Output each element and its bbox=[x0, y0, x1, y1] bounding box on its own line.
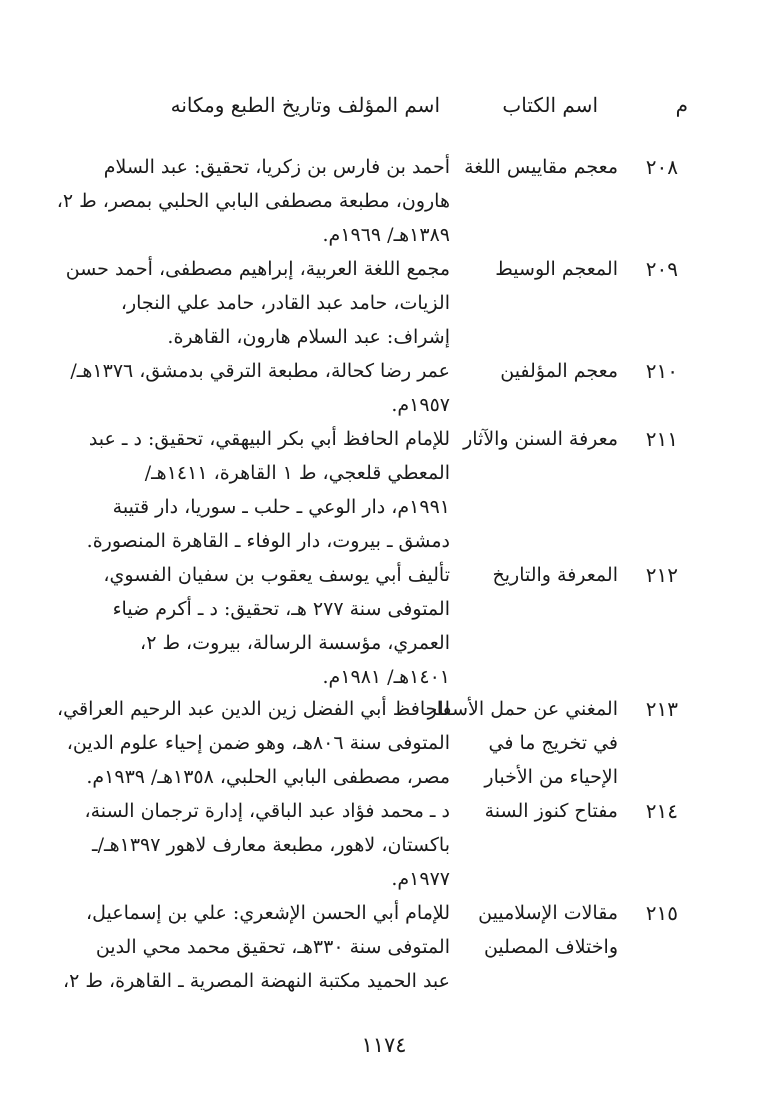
entry-title-line: معجم المؤلفين bbox=[500, 360, 618, 382]
entry-title-line: مفتاح كنوز السنة bbox=[484, 800, 618, 822]
entry-details-line: للإمام الحافظ أبي بكر البيهقي، تحقيق: د ـ عبد bbox=[88, 428, 450, 450]
entry-details-line: المعطي قلعجي، ط ١ القاهرة، ١٤١١هـ/ bbox=[144, 462, 450, 484]
entry-title bbox=[456, 422, 618, 456]
entry-details-line: للإمام أبي الحسن الإشعري: علي بن إسماعيل، bbox=[86, 902, 450, 924]
entry-title-line: معجم مقاييس اللغة bbox=[464, 156, 618, 178]
entry-number: ٢١٢ bbox=[645, 563, 678, 587]
entry-number: ٢١٤ bbox=[645, 799, 678, 823]
entry-details-line: مصر، مصطفى البابي الحلبي، ١٣٥٨هـ/ ١٩٣٩م. bbox=[86, 766, 450, 788]
entry-title bbox=[456, 896, 618, 964]
entry-title-line: في تخريج ما في bbox=[488, 732, 618, 754]
entry-title bbox=[456, 558, 618, 592]
entry-title-line: مقالات الإسلاميين bbox=[478, 902, 618, 924]
entry-title-line: الإحياء من الأخبار bbox=[484, 766, 618, 788]
entry-number: ٢١١ bbox=[645, 427, 678, 451]
entry-title-line: المعرفة والتاريخ bbox=[492, 564, 618, 586]
entry-details-line: للحافظ أبي الفضل زين الدين عبد الرحيم العراقي، bbox=[57, 698, 450, 720]
entry-title-line: واختلاف المصلين bbox=[483, 936, 618, 958]
entry-details bbox=[65, 252, 450, 354]
entry-details-line: الزيات، حامد عبد القادر، حامد علي النجار، bbox=[120, 292, 450, 314]
entry-details-line: أحمد بن فارس بن زكريا، تحقيق: عبد السلام bbox=[103, 156, 450, 178]
entry-details-line: ١٩٥٧م. bbox=[391, 394, 450, 416]
entry-details-line: دمشق ـ بيروت، دار الوفاء ـ القاهرة المنصورة. bbox=[86, 530, 450, 552]
entry-details-line: مجمع اللغة العربية، إبراهيم مصطفى، أحمد حسن bbox=[65, 258, 450, 280]
entry-details-line: إشراف: عبد السلام هارون، القاهرة. bbox=[167, 326, 450, 348]
entry-details bbox=[100, 558, 450, 694]
page-number: ١١٧٤ bbox=[361, 1033, 407, 1057]
entry-details-line: عمر رضا كحالة، مطبعة الترقي بدمشق، ١٣٧٦هـ/ bbox=[70, 360, 450, 382]
entry-details-line: باكستان، لاهور، مطبعة معارف لاهور ١٣٩٧هـ/ـ bbox=[92, 834, 450, 856]
entry-number: ٢٠٩ bbox=[645, 257, 678, 281]
entry-title-line: المغني عن حمل الأسفار bbox=[427, 698, 618, 720]
entry-title bbox=[456, 150, 618, 184]
entry-details bbox=[70, 354, 450, 422]
entry-details-line: المتوفى سنة ٣٣٠هـ، تحقيق محمد محي الدين bbox=[95, 936, 450, 958]
entry-number: ٢٠٨ bbox=[645, 155, 678, 179]
column-header-book: اسم الكتاب bbox=[502, 93, 598, 117]
entry-title bbox=[427, 692, 618, 794]
entry-title bbox=[456, 354, 618, 388]
entry-details-line: المتوفى سنة ٨٠٦هـ، وهو ضمن إحياء علوم الدين، bbox=[66, 732, 450, 754]
entry-title bbox=[456, 794, 618, 828]
entry-details bbox=[57, 692, 450, 794]
entry-details bbox=[84, 794, 450, 896]
entry-number: ٢١٠ bbox=[645, 359, 678, 383]
entry-details-line: المتوفى سنة ٢٧٧ هـ، تحقيق: د ـ أكرم ضياء bbox=[112, 598, 450, 620]
entry-details-line: عبد الحميد مكتبة النهضة المصرية ـ القاهرة، ط ٢، bbox=[63, 970, 450, 992]
entry-title bbox=[456, 252, 618, 286]
entry-number: ٢١٣ bbox=[645, 697, 678, 721]
column-header-author: اسم المؤلف وتاريخ الطبع ومكانه bbox=[170, 93, 440, 117]
entry-details-line: العمري، مؤسسة الرسالة، بيروت، ط ٢، bbox=[140, 632, 450, 654]
entry-details-line: د ـ محمد فؤاد عبد الباقي، إدارة ترجمان السنة، bbox=[84, 800, 450, 822]
entry-details-line: ١٩٩١م، دار الوعي ـ حلب ـ سوريا، دار قتيبة bbox=[112, 496, 450, 518]
column-header-number: م bbox=[675, 93, 688, 117]
entry-details bbox=[63, 896, 450, 998]
entry-details-line: ١٤٠١هـ/ ١٩٨١م. bbox=[322, 666, 450, 688]
entry-details bbox=[56, 150, 450, 252]
entry-title-line: المعجم الوسيط bbox=[495, 258, 618, 280]
entry-details bbox=[86, 422, 450, 558]
entry-details-line: هارون، مطبعة مصطفى البابي الحلبي بمصر، ط ٢، bbox=[56, 190, 450, 212]
entry-details-line: ١٣٨٩هـ/ ١٩٦٩م. bbox=[322, 224, 450, 246]
entry-title-line: معرفة السنن والآثار bbox=[463, 428, 618, 450]
entry-details-line: تأليف أبي يوسف يعقوب بن سفيان الفسوي، bbox=[103, 564, 450, 586]
entry-details-line: ١٩٧٧م. bbox=[391, 868, 450, 890]
entry-number: ٢١٥ bbox=[645, 901, 678, 925]
